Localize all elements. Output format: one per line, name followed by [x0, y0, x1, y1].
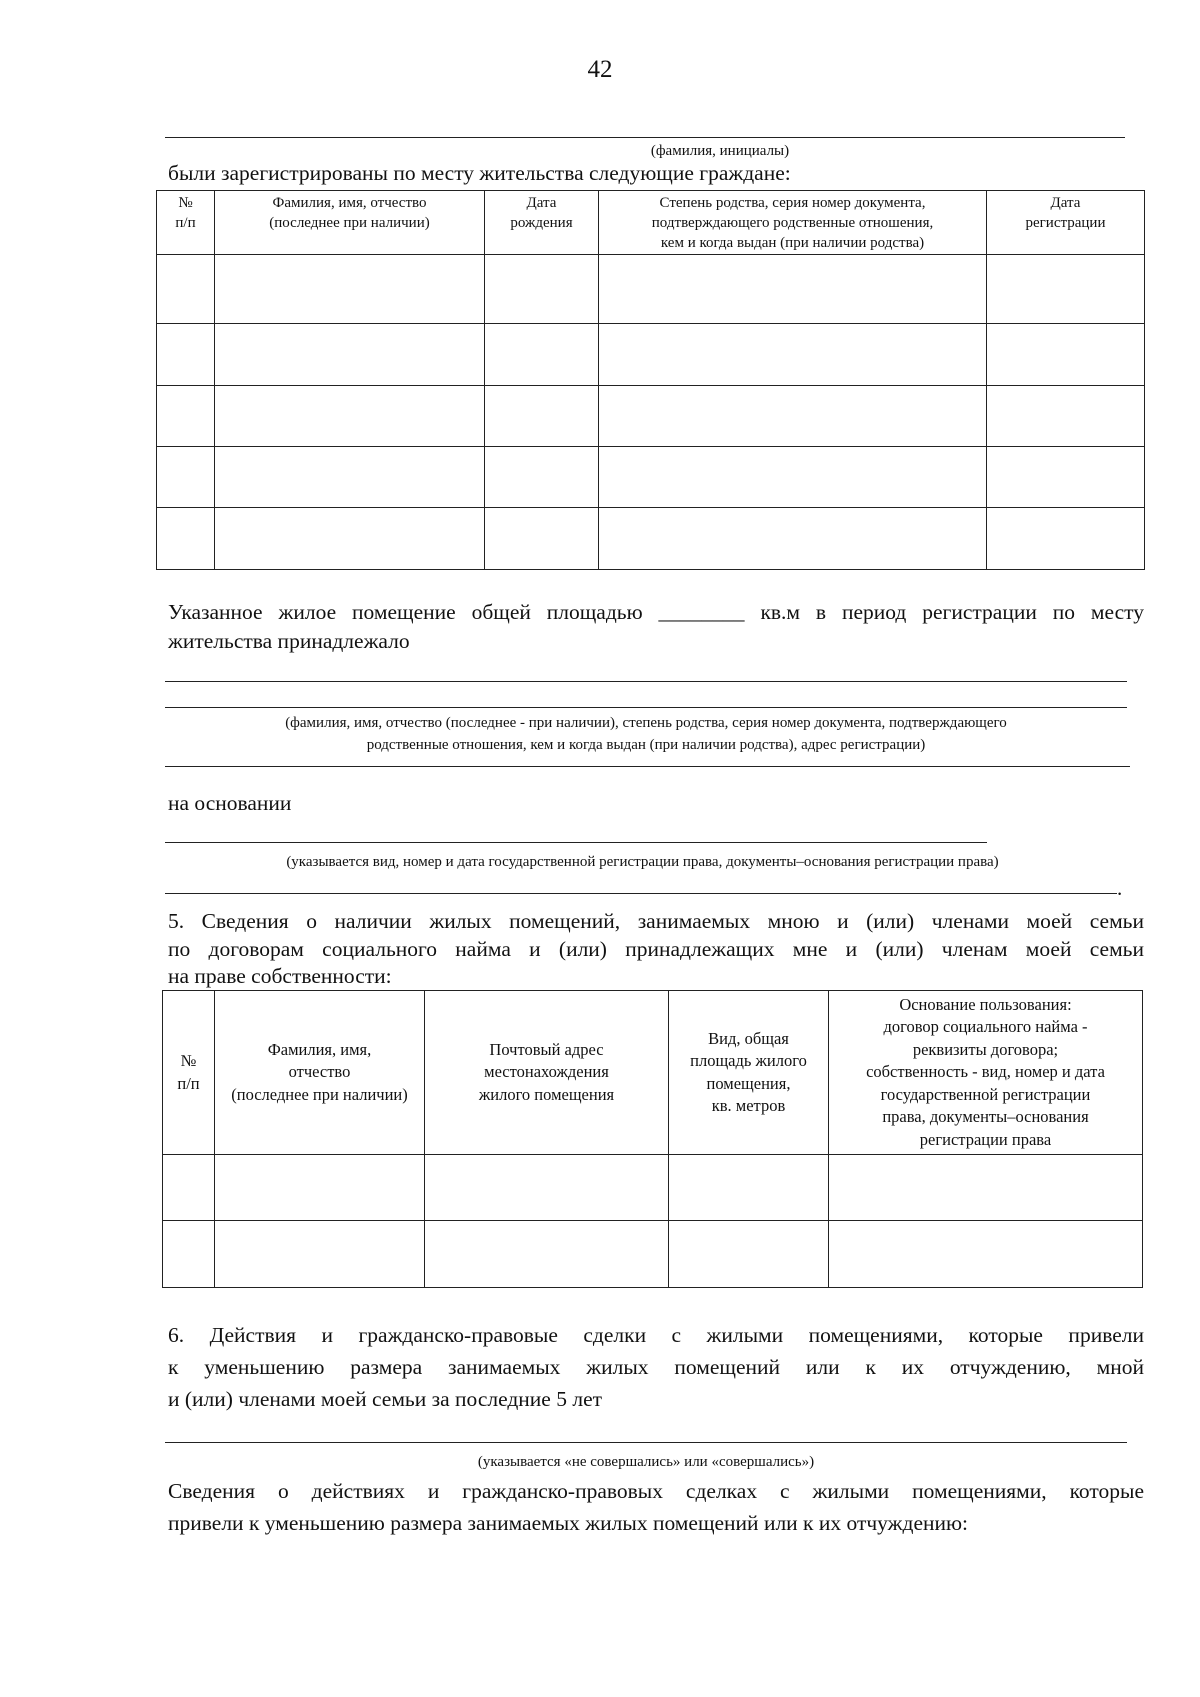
dwellings-table: [162, 990, 1143, 1288]
table-cell[interactable]: [163, 1155, 215, 1221]
header-full-name-text: Фамилия, имя, отчество (последнее при наличии): [269, 195, 430, 231]
table-row: [163, 1221, 1143, 1288]
owner-caption-1: (фамилия, имя, отчество (последнее - при наличии), степень родства, серия номер документа, подтверждающего: [285, 715, 1007, 731]
table-row: [157, 255, 1145, 324]
table-cell[interactable]: [987, 255, 1145, 324]
registered-table-header: [157, 191, 1145, 255]
owner-caption-2: родственные отношения, кем и когда выдан (при наличии родства), адрес регистрации): [366, 737, 926, 753]
table-cell[interactable]: [829, 1221, 1143, 1288]
surname-field-line[interactable]: [165, 137, 1125, 138]
registered-citizens-table: [156, 190, 1145, 570]
header-registration-date: [987, 191, 1145, 255]
table-row: [157, 386, 1145, 447]
header-postal-address: [425, 991, 669, 1155]
table-cell[interactable]: [485, 386, 599, 447]
table-cell[interactable]: [157, 447, 215, 508]
table-cell[interactable]: [163, 1221, 215, 1288]
header-postal-address-text: Почтовый адрес местонахождения жилого помещения: [478, 1039, 615, 1104]
table-cell[interactable]: [987, 447, 1145, 508]
header-num: [157, 191, 215, 255]
table-cell[interactable]: [215, 1221, 425, 1288]
table-cell[interactable]: [599, 508, 987, 570]
table-cell[interactable]: [485, 324, 599, 386]
table-cell[interactable]: [215, 1155, 425, 1221]
dwellings-table-header: [163, 991, 1143, 1155]
basis-field-line-2[interactable]: [165, 893, 1117, 894]
header-full-name: [215, 191, 485, 255]
table-cell[interactable]: [425, 1155, 669, 1221]
table-cell[interactable]: [485, 255, 599, 324]
table-cell[interactable]: [157, 508, 215, 570]
table-row: [163, 1155, 1143, 1221]
section5-heading-line1: 5. Сведения о наличии жилых помещений, занимаемых мною и (или) членами моей семьи: [168, 909, 1144, 933]
table-cell[interactable]: [669, 1155, 829, 1221]
header-type-area: [669, 991, 829, 1155]
surname-caption: (фамилия, инициалы): [650, 143, 790, 159]
table-row: [157, 324, 1145, 386]
owner-field-line-1[interactable]: [165, 681, 1127, 682]
table-cell[interactable]: [157, 324, 215, 386]
transactions-field-line[interactable]: [165, 1442, 1127, 1443]
header-birth-date: [485, 191, 599, 255]
table-cell[interactable]: [215, 447, 485, 508]
section6-heading-line1: 6. Действия и гражданско-правовые сделки с жилыми помещениями, которые привели: [168, 1323, 1144, 1347]
section6-details-line1: Сведения о действиях и гражданско-правовых сделках с жилыми помещениями, которые: [168, 1479, 1144, 1503]
owner-field-line-3[interactable]: [165, 766, 1130, 767]
table-cell[interactable]: [157, 255, 215, 324]
table-cell[interactable]: [669, 1221, 829, 1288]
header-registration-date-text: Дата регистрации: [1025, 195, 1106, 231]
table-cell[interactable]: [987, 324, 1145, 386]
table-cell[interactable]: [215, 255, 485, 324]
table-row: [157, 447, 1145, 508]
header-full-name-text: Фамилия, имя, отчество (последнее при наличии): [231, 1039, 408, 1104]
table-cell[interactable]: [485, 447, 599, 508]
basis-field-line-1[interactable]: [165, 842, 987, 843]
table-cell[interactable]: [215, 324, 485, 386]
basis-caption: (указывается вид, номер и дата государственной регистрации права, документы–основания регистрации права): [286, 854, 999, 870]
table-cell[interactable]: [987, 508, 1145, 570]
header-birth-date-text: Дата рождения: [510, 195, 573, 231]
header-kinship-document-text: Степень родства, серия номер документа, подтверждающего родственные отношения, кем и когда выдан (при наличии родства): [651, 195, 934, 251]
header-num-text: № п/п: [177, 1051, 200, 1093]
ownership-line2: жительства принадлежало: [168, 629, 410, 653]
header-num-text: № п/п: [175, 195, 196, 231]
basis-label: на основании: [168, 791, 292, 815]
section5-heading-line2: по договорам социального найма и (или) принадлежащих мне и (или) членам моей семьи: [168, 937, 1144, 961]
table-cell[interactable]: [599, 324, 987, 386]
table-row: [157, 508, 1145, 570]
header-full-name: [215, 991, 425, 1155]
table-cell[interactable]: [157, 386, 215, 447]
section5-heading-line3: на праве собственности:: [168, 964, 392, 988]
table-cell[interactable]: [485, 508, 599, 570]
owner-field-line-2[interactable]: [165, 707, 1127, 708]
header-num: [163, 991, 215, 1155]
header-usage-basis-text: Основание пользования: договор социального найма - реквизиты договора; собственность - вид, номер и дата государственной регистрации права, документы–основания регистрации права: [866, 994, 1105, 1149]
table-cell[interactable]: [987, 386, 1145, 447]
section6-heading-line3: и (или) членами моей семьи за последние 5 лет: [168, 1387, 603, 1411]
registered-intro: были зарегистрированы по месту жительства следующие граждане:: [168, 161, 791, 185]
transactions-caption: (указывается «не совершались» или «совершались»): [477, 1454, 815, 1470]
header-kinship-document: [599, 191, 987, 255]
section6-details-line2: привели к уменьшению размера занимаемых жилых помещений или к их отчуждению:: [168, 1511, 969, 1535]
header-usage-basis: [829, 991, 1143, 1155]
table-cell[interactable]: [599, 447, 987, 508]
header-type-area-text: Вид, общая площадь жилого помещения, кв. метров: [690, 1028, 807, 1115]
ownership-area-line: Указанное жилое помещение общей площадью ________ кв.м в период регистрации по месту: [168, 600, 1144, 624]
table-cell[interactable]: [599, 255, 987, 324]
table-cell[interactable]: [215, 386, 485, 447]
basis-end-mark: .: [1117, 876, 1123, 900]
table-cell[interactable]: [829, 1155, 1143, 1221]
page-number: 42: [587, 56, 613, 83]
table-cell[interactable]: [599, 386, 987, 447]
table-cell[interactable]: [215, 508, 485, 570]
table-cell[interactable]: [425, 1221, 669, 1288]
section6-heading-line2: к уменьшению размера занимаемых жилых помещений или к их отчуждению, мной: [168, 1355, 1144, 1379]
